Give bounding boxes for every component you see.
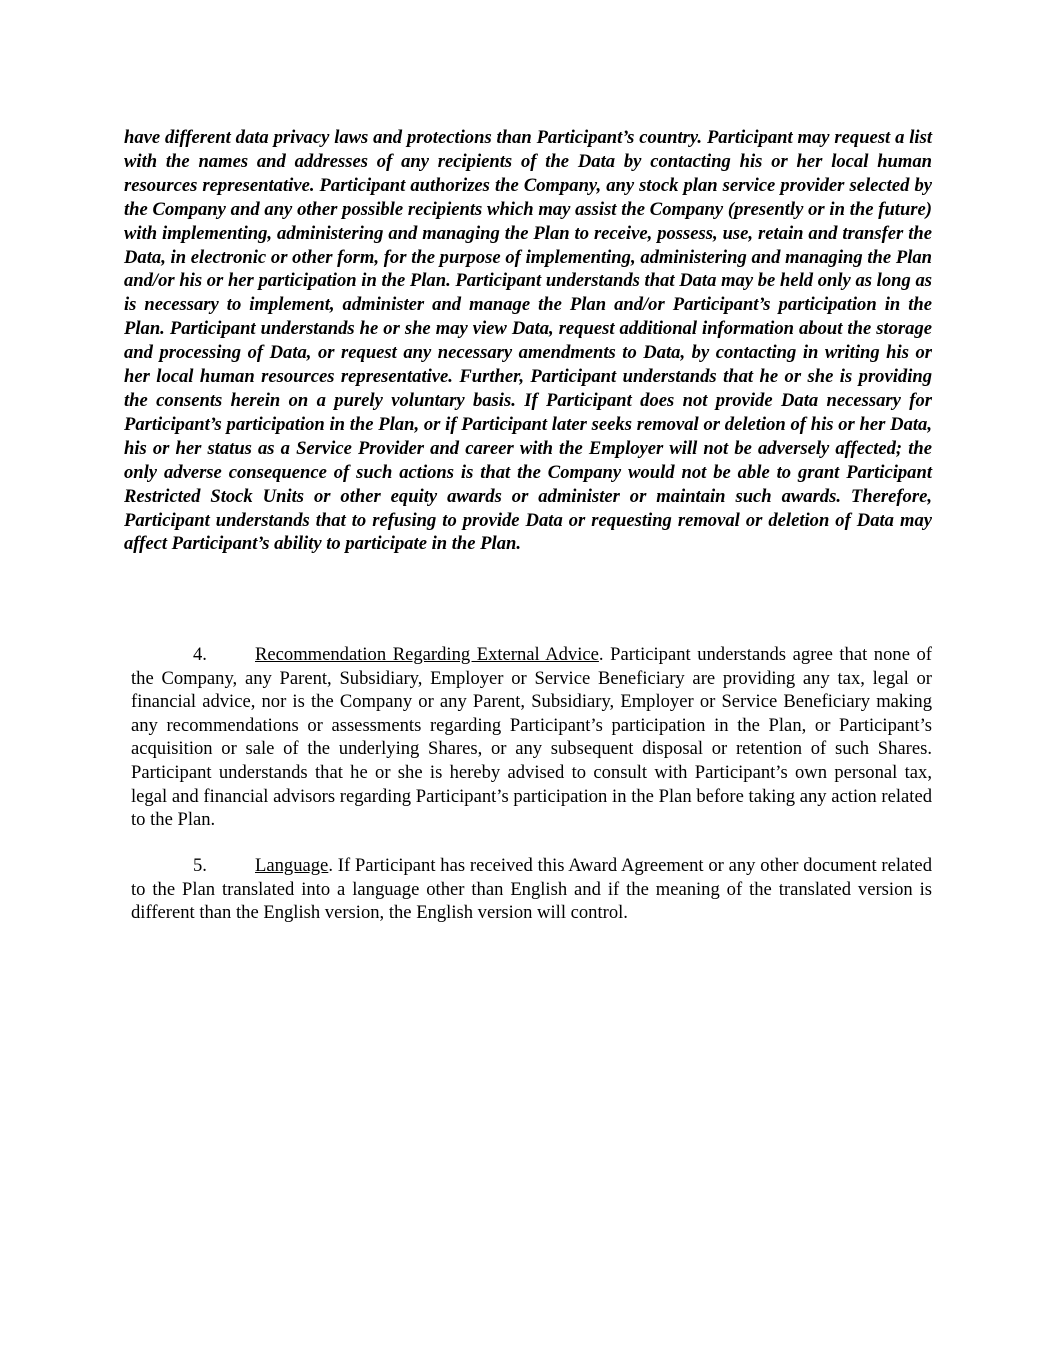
heading-period: . [328, 855, 333, 876]
data-privacy-paragraph: have different data privacy laws and protections than Participant’s country. Participant may request a list with the names and addresses of any recipients of the Data by contacting his or her local human resources representative. Participant authorizes the Company, any stock plan service provider selected by the Company and any other possible recipients which may assist the Company (presently or in the future) with implementing, administering and managing the Plan to receive, possess, use, retain and transfer the Data, in electronic or other form, for the purpose of implementing, administering and managing the Plan and/or his or her participation in the Plan. Participant understands that Data may be held only as long as is necessary to implement, administer and manage the Plan and/or Participant’s participation in the Plan. Participant understands he or she may view Data, request additional information about the storage and processing of Data, or request any necessary amendments to Data, by contacting in writing his or her local human resources representative. Further, Participant understands that he or she is providing the consents herein on a purely voluntary basis. If Participant does not provide Data necessary for Participant’s participation in the Plan, or if Participant later seeks removal or deletion of his or her Data, his or her status as a Service Provider and career with the Employer will not be adversely affected; the only adverse consequence of such actions is that the Company would not be able to grant Participant Restricted Stock Units or other equity awards or administer or maintain such awards. Therefore, Participant understands that to refusing to provide Data or requesting removal or deletion of Data may affect Participant’s ability to participate in the Plan. [124, 127, 932, 555]
heading-period: . [598, 644, 604, 665]
section-heading: Recommendation Regarding External Advice [255, 644, 599, 665]
section-body: Participant understands agree that none of the Company, any Parent, Subsidiary, Employer or Service Beneficiary are providing any tax, legal or financial advice, nor is the Company or any Parent, Subsidiary, Employer or Service Beneficiary making any recommendations or assessments regarding Participant’s participation in the Plan, or Participant’s acquisition or sale of the underlying Shares, or any subsequent disposal or retention of such Shares. Participant understands that he or she is hereby advised to consult with Participant’s own personal tax, legal and financial advisors regarding Participant’s participation in the Plan before taking any action related to the Plan. [131, 644, 932, 831]
section-4-paragraph [131, 643, 932, 832]
section-number: 4. [193, 644, 207, 665]
section-5-paragraph [131, 854, 932, 925]
section-number: 5. [193, 855, 207, 876]
section-heading: Language [255, 855, 329, 876]
section-body: If Participant has received this Award Agreement or any other document related to the Plan translated into a language other than English and if the meaning of the translated version is different than the English version, the English version will control. [131, 855, 932, 924]
